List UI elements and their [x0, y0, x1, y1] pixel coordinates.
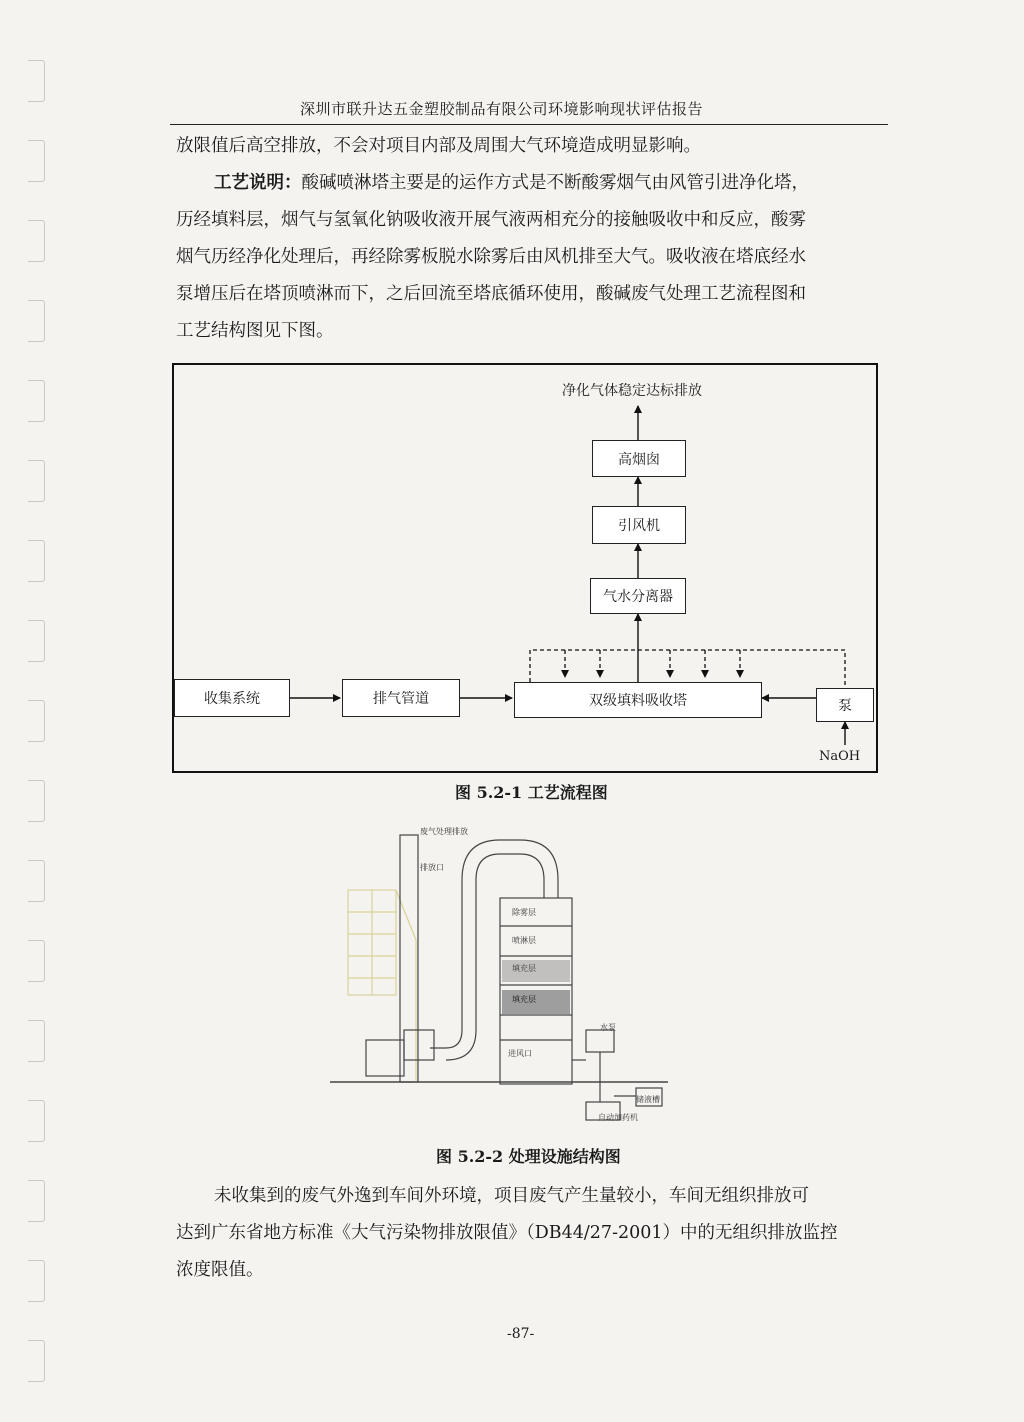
- structure-label-mist: 除雾层: [512, 908, 536, 917]
- closing-line: 未收集到的废气外逸到车间外环境，项目废气产生量较小，车间无组织排放可: [214, 1186, 809, 1206]
- structure-label-spray: 喷淋层: [512, 936, 536, 945]
- flow-output-label: 净化气体稳定达标排放: [562, 383, 702, 399]
- structure-label-inlet: 进风口: [508, 1049, 532, 1058]
- structure-label-top: 废气处理排放: [420, 827, 468, 836]
- closing-line: 达到广东省地方标准《大气污染物排放限值》（DB44/27-2001）中的无组织排放监控: [176, 1223, 838, 1243]
- closing-paragraph: [176, 1178, 888, 1289]
- closing-line: 浓度限值。: [176, 1260, 264, 1280]
- flow-box-duct: 排气管道: [342, 679, 460, 717]
- figure1-caption: 图 5.2-1 工艺流程图: [455, 783, 608, 802]
- flow-box-collect: 收集系统: [174, 679, 290, 717]
- structure-label-tank: 储液槽: [636, 1095, 660, 1104]
- flow-box-pump: 泵: [816, 688, 874, 722]
- structure-label-dosing: 自动加药机: [598, 1113, 638, 1122]
- flow-box-chimney: 高烟囱: [592, 440, 686, 477]
- structure-label-outlet: 排放口: [420, 863, 444, 872]
- intro-line: 放限值后高空排放，不会对项目内部及周围大气环境造成明显影响。: [176, 136, 701, 156]
- structure-label-packing1: 填充层: [512, 964, 536, 973]
- flow-box-tower: 双级填料吸收塔: [514, 682, 762, 718]
- structure-label-pump: 水泵: [600, 1023, 616, 1032]
- flow-box-fan: 引风机: [592, 506, 686, 544]
- flow-box-separator: 气水分离器: [590, 578, 686, 614]
- figure2-caption: 图 5.2-2 处理设施结构图: [436, 1147, 621, 1166]
- process-line: 烟气历经净化处理后，再经除雾板脱水除雾后由风机排至大气。吸收液在塔底经水: [176, 247, 806, 267]
- process-line-text: 酸碱喷淋塔主要是的运作方式是不断酸雾烟气由风管引进净化塔，: [301, 173, 809, 193]
- process-line: 工艺结构图见下图。: [176, 321, 334, 341]
- flow-naoh-label: NaOH: [819, 749, 861, 764]
- process-line: 泵增压后在塔顶喷淋而下，之后回流至塔底循环使用，酸碱废气处理工艺流程图和: [176, 284, 806, 304]
- page-number: -87-: [507, 1326, 535, 1342]
- header-title: 深圳市联升达五金塑胶制品有限公司环境影响现状评估报告: [300, 100, 704, 118]
- process-line: 历经填料层，烟气与氢氧化钠吸收液开展气液两相充分的接触吸收中和反应，酸雾: [176, 210, 806, 230]
- structure-label-packing2: 填充层: [512, 995, 536, 1004]
- process-label: 工艺说明：: [214, 173, 302, 193]
